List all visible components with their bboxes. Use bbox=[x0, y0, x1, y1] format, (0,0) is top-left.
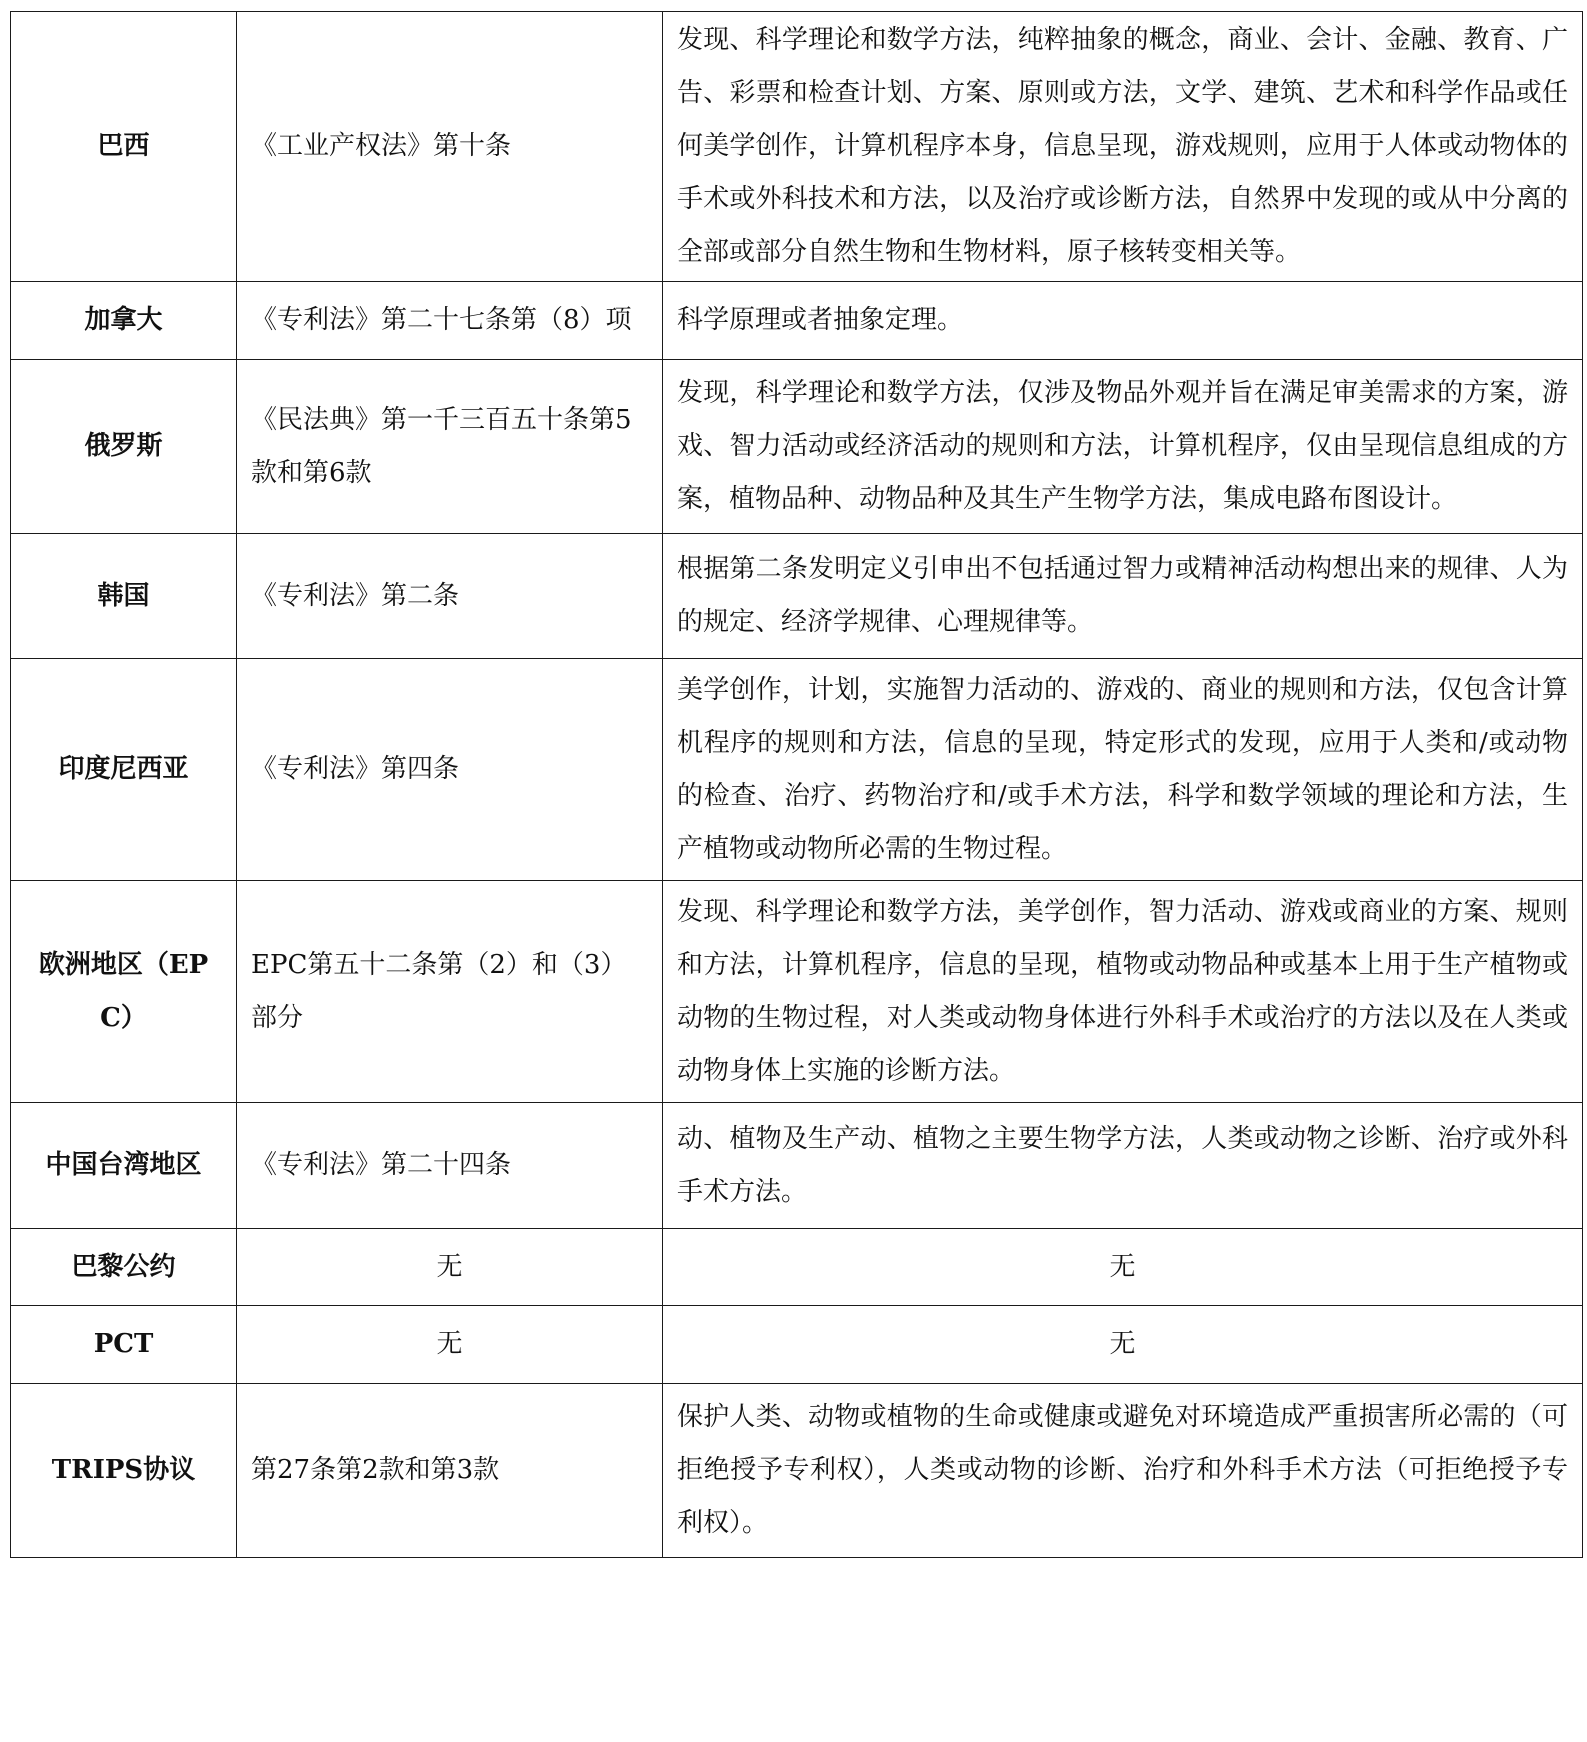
table-row bbox=[11, 1384, 1583, 1558]
scope-cell: 科学原理或者抽象定理。 bbox=[663, 282, 1583, 360]
table-row bbox=[11, 881, 1583, 1103]
scope-cell: 发现，科学理论和数学方法，仅涉及物品外观并旨在满足审美需求的方案，游戏、智力活动或经济活动的规则和方法，计算机程序，仅由呈现信息组成的方案，植物品种、动物品种及其生产生物学方法，集成电路布图设计。 bbox=[663, 360, 1583, 534]
scope-cell: 无 bbox=[663, 1229, 1583, 1306]
scope-cell: 动、植物及生产动、植物之主要生物学方法，人类或动物之诊断、治疗或外科手术方法。 bbox=[663, 1103, 1583, 1229]
region-cell: 巴西 bbox=[11, 12, 237, 282]
law-cell: 《民法典》第一千三百五十条第5款和第6款 bbox=[237, 360, 663, 534]
table-row bbox=[11, 659, 1583, 881]
law-cell: EPC第五十二条第（2）和（3）部分 bbox=[237, 881, 663, 1103]
scope-cell: 无 bbox=[663, 1306, 1583, 1384]
region-cell: 欧洲地区（EPC） bbox=[11, 881, 237, 1103]
region-cell: 加拿大 bbox=[11, 282, 237, 360]
law-cell: 无 bbox=[237, 1306, 663, 1384]
patent-exclusions-table bbox=[10, 11, 1583, 1558]
scope-cell: 保护人类、动物或植物的生命或健康或避免对环境造成严重损害所必需的（可拒绝授予专利权），人类或动物的诊断、治疗和外科手术方法（可拒绝授予专利权）。 bbox=[663, 1384, 1583, 1558]
table-row bbox=[11, 360, 1583, 534]
law-cell: 《工业产权法》第十条 bbox=[237, 12, 663, 282]
scope-cell: 根据第二条发明定义引申出不包括通过智力或精神活动构想出来的规律、人为的规定、经济学规律、心理规律等。 bbox=[663, 534, 1583, 659]
region-cell: 巴黎公约 bbox=[11, 1229, 237, 1306]
law-cell: 第27条第2款和第3款 bbox=[237, 1384, 663, 1558]
table-row bbox=[11, 1229, 1583, 1306]
table-row bbox=[11, 1306, 1583, 1384]
region-cell: 中国台湾地区 bbox=[11, 1103, 237, 1229]
region-cell: TRIPS协议 bbox=[11, 1384, 237, 1558]
law-cell: 《专利法》第二十四条 bbox=[237, 1103, 663, 1229]
law-cell: 《专利法》第二条 bbox=[237, 534, 663, 659]
law-cell: 《专利法》第二十七条第（8）项 bbox=[237, 282, 663, 360]
table-row bbox=[11, 12, 1583, 282]
table-row bbox=[11, 534, 1583, 659]
law-cell: 《专利法》第四条 bbox=[237, 659, 663, 881]
region-cell: 韩国 bbox=[11, 534, 237, 659]
law-cell: 无 bbox=[237, 1229, 663, 1306]
table-row bbox=[11, 1103, 1583, 1229]
region-cell: 印度尼西亚 bbox=[11, 659, 237, 881]
region-cell: 俄罗斯 bbox=[11, 360, 237, 534]
table-row bbox=[11, 282, 1583, 360]
scope-cell: 发现、科学理论和数学方法，美学创作，智力活动、游戏或商业的方案、规则和方法，计算机程序，信息的呈现，植物或动物品种或基本上用于生产植物或动物的生物过程，对人类或动物身体进行外科手术或治疗的方法以及在人类或动物身体上实施的诊断方法。 bbox=[663, 881, 1583, 1103]
scope-cell: 美学创作，计划，实施智力活动的、游戏的、商业的规则和方法，仅包含计算机程序的规则和方法，信息的呈现，特定形式的发现，应用于人类和/或动物的检查、治疗、药物治疗和/或手术方法，科学和数学领域的理论和方法，生产植物或动物所必需的生物过程。 bbox=[663, 659, 1583, 881]
region-cell: PCT bbox=[11, 1306, 237, 1384]
scope-cell: 发现、科学理论和数学方法，纯粹抽象的概念，商业、会计、金融、教育、广告、彩票和检查计划、方案、原则或方法，文学、建筑、艺术和科学作品或任何美学创作，计算机程序本身，信息呈现，游戏规则，应用于人体或动物体的手术或外科技术和方法，以及治疗或诊断方法，自然界中发现的或从中分离的全部或部分自然生物和生物材料，原子核转变相关等。 bbox=[663, 12, 1583, 282]
